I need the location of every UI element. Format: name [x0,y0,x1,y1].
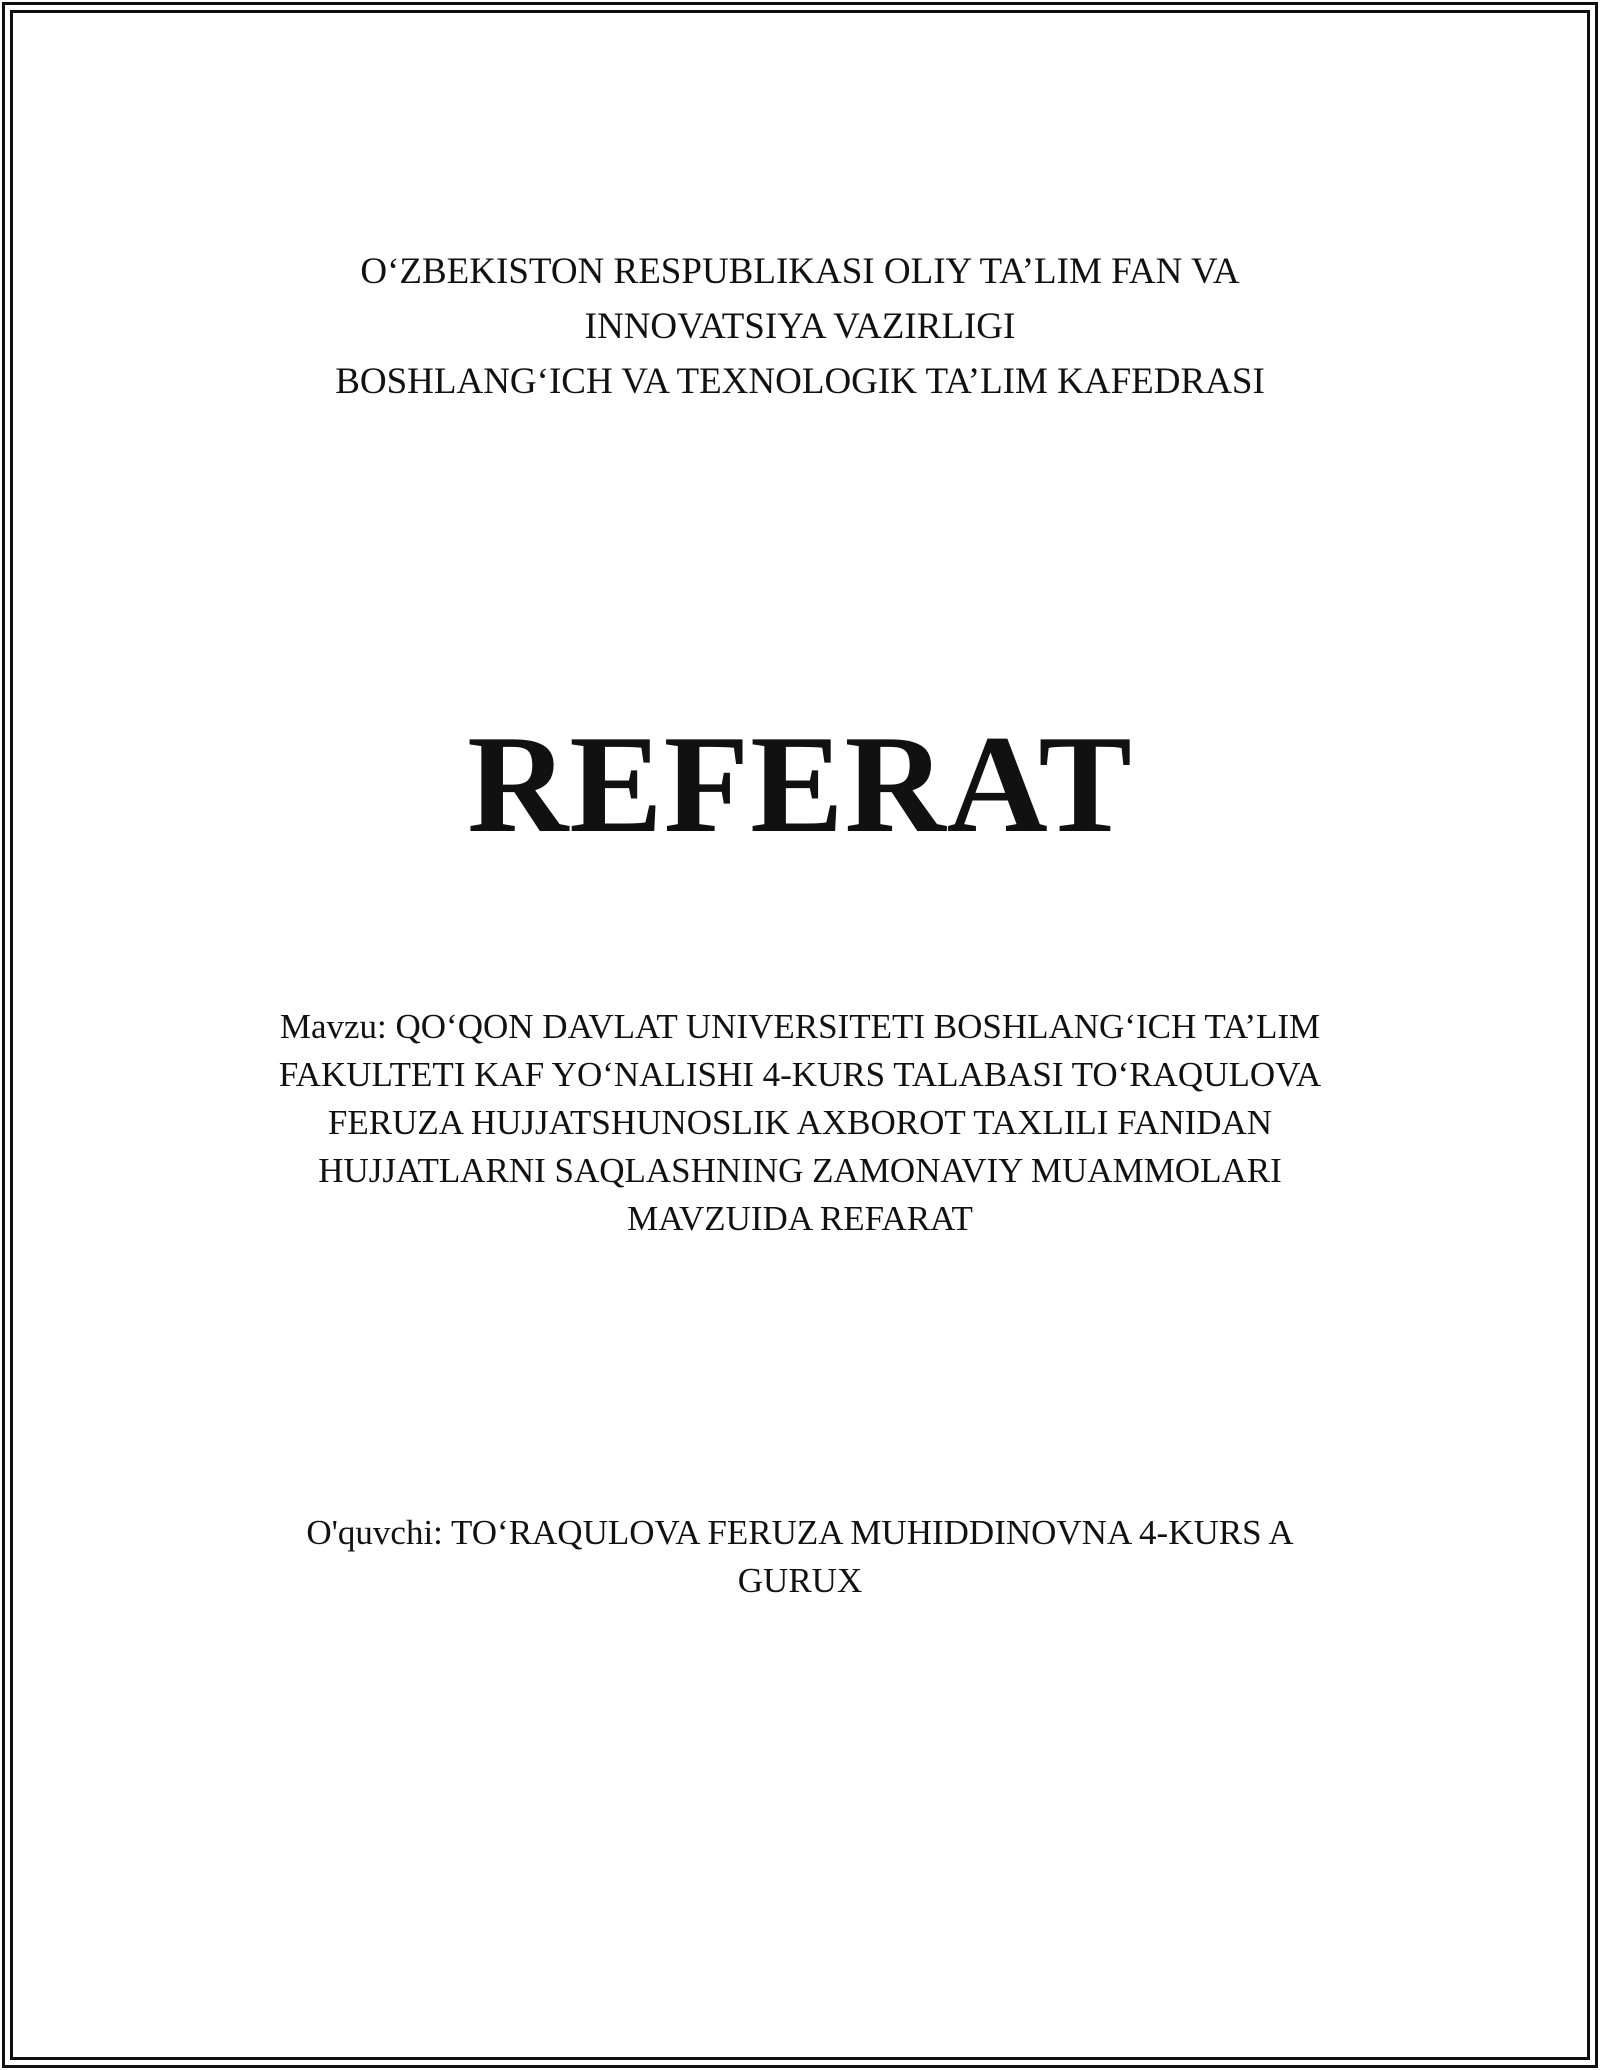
student-line-1: O'quvchi: TO‘RAQULOVA FERUZA MUHIDDINOVNA 4-KURS A [306,1513,1294,1552]
ministry-header [0,244,1600,409]
topic-line-5: MAVZUIDA REFARAT [627,1199,973,1238]
topic-line-1: Mavzu: QO‘QON DAVLAT UNIVERSITETI BOSHLANG‘ICH TA’LIM [279,1007,1321,1046]
student-line-2: GURUX [737,1561,863,1600]
header-line-2: INNOVATSIYA VAZIRLIGI [584,306,1016,347]
topic-line-2: FAKULTETI KAF YO‘NALISHI 4-KURS TALABASI TO‘RAQULOVA [278,1055,1322,1094]
topic-block [0,1003,1600,1243]
topic-line-3: FERUZA HUJJATSHUNOSLIK AXBOROT TAXLILI FANIDAN [327,1103,1273,1142]
topic-line-4: HUJJATLARNI SAQLASHNING ZAMONAVIY MUAMMOLARI [318,1151,1282,1190]
header-line-3: BOSHLANG‘ICH VA TEXNOLOGIK TA’LIM KAFEDRASI [335,361,1265,402]
document-title: REFERAT [467,707,1133,862]
header-line-1: O‘ZBEKISTON RESPUBLIKASI OLIY TA’LIM FAN VA [360,251,1240,292]
student-block [0,1509,1600,1605]
